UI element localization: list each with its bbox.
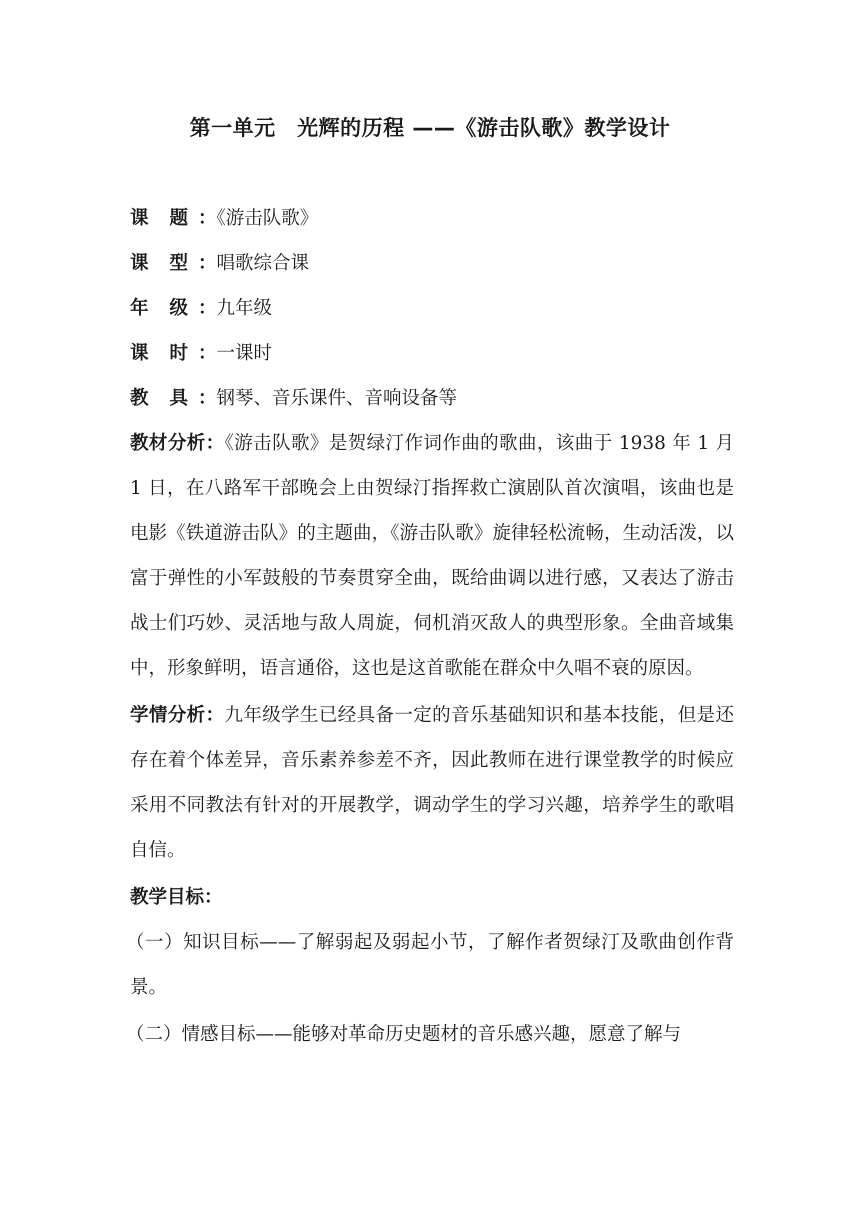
meta-topic: 课 题 ：《游击队歌》 [130, 196, 734, 241]
teaching-goals-heading [130, 875, 734, 920]
meta-value: 钢琴、音乐课件、音响设备等 [216, 388, 458, 409]
meta-label: 课 时 [130, 343, 189, 364]
material-analysis [130, 421, 734, 691]
document-body [126, 196, 734, 1057]
student-analysis [130, 693, 734, 873]
meta-label: 课 题 [130, 208, 189, 229]
section-text: 九年级学生已经具备一定的音乐基础知识和基本技能，但是还存在着个体差异，音乐素养参差不齐，因此教师在进行课堂教学的时候应采用不同教法有针对的开展教学，调动学生的学习兴趣，培养学生的歌唱自信。 [130, 705, 734, 861]
meta-grade: 年 级 ：九年级 [130, 286, 734, 331]
meta-label: 年 级 [130, 298, 189, 319]
goal-item: （一）知识目标——了解弱起及弱起小节，了解作者贺绿汀及歌曲创作背景。 [126, 932, 734, 998]
section-text: 《游击队歌》是贺绿汀作词作曲的歌曲，该曲于 1938 年 1 月 1 日，在八路军干部晚会上由贺绿汀指挥救亡演剧队首次演唱，该曲也是电影《铁道游击队》的主题曲，《游击队歌》旋律轻松流畅，生动活泼，以富于弹性的小军鼓般的节奏贯穿全曲，既给曲调以进行感，又表达了游击战士们巧妙、灵活地与敌人周旋，伺机消灭敌人的典型形象。全曲音域集中，形象鲜明，语言通俗，这也是这首歌能在群众中久唱不衰的原因。 [130, 433, 734, 679]
section-label: 学情分析： [130, 705, 225, 726]
meta-label: 课 型 [130, 253, 189, 274]
document-title: 第一单元 光辉的历程 ——《游击队歌》教学设计 [189, 116, 671, 140]
meta-tools: 教 具 ：钢琴、音乐课件、音响设备等 [130, 376, 734, 421]
meta-type: 课 型 ：唱歌综合课 [130, 241, 734, 286]
meta-label: 教 具 [130, 388, 189, 409]
section-label: 教材分析： [130, 433, 225, 454]
meta-value: 唱歌综合课 [216, 253, 310, 274]
meta-value: 《游击队歌》 [216, 208, 319, 229]
section-label: 教学目标： [130, 887, 223, 908]
meta-value: 九年级 [216, 298, 273, 319]
goal-item: （二）情感目标——能够对革命历史题材的音乐感兴趣，愿意了解与 [126, 1024, 682, 1045]
meta-hours: 课 时 ：一课时 [130, 331, 734, 376]
meta-value: 一课时 [216, 343, 273, 364]
